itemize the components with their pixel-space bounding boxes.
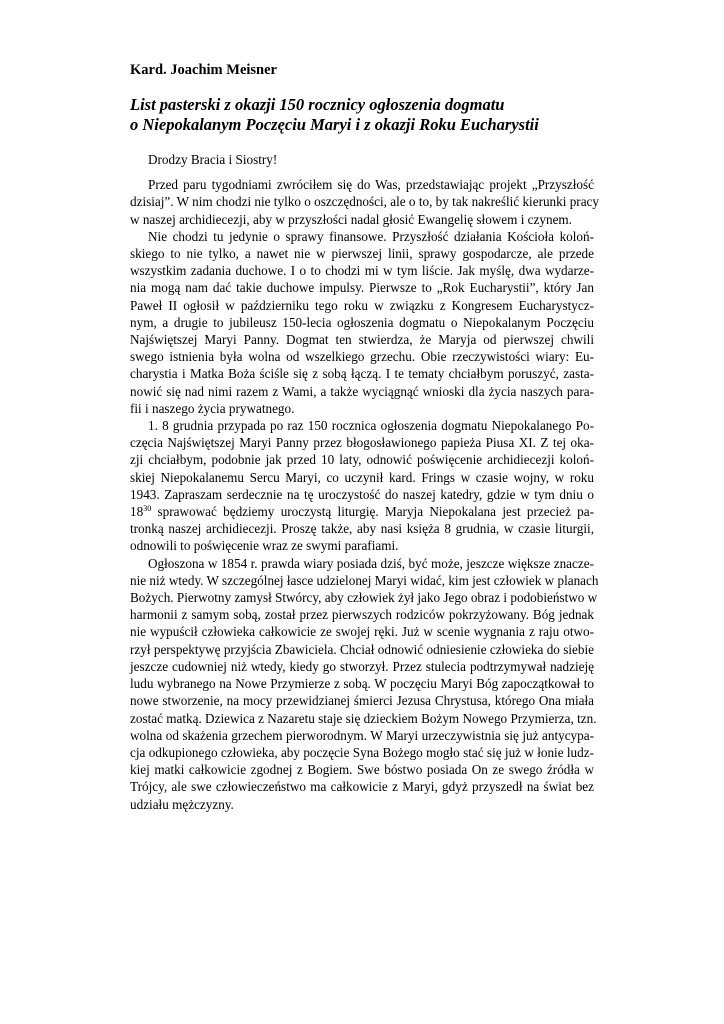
minutes-superscript: 30	[143, 504, 152, 514]
text-line: zostać matką. Dziewica z Nazaretu staje się dzieckiem Bożym Nowego Przymierza, tzn.	[130, 710, 597, 726]
paragraph	[130, 176, 599, 228]
text-line: dzisiaj”. W nim chodzi nie tylko o oszczędności, ale o to, by tak nakreślić kierunki pracy	[130, 194, 599, 210]
text-line: nowe stworzenie, na mocy przewidzianej śmierci Jezusa Chrystusa, którego Ona miała	[130, 693, 594, 709]
line-remainder: sprawować będziemy uroczystą liturgię. Maryja Niepokalana jest przecież pa-	[151, 504, 594, 520]
text-line: skiego to nie tylko, a nawet nie w pierwszej linii, sprawy gospodarcze, ale przede	[130, 246, 594, 262]
text-line: odnowili to poświęcenie wraz ze swymi parafiami.	[130, 538, 399, 554]
text-line: Nie chodzi tu jedynie o sprawy finansowe. Przyszłość działania Kościoła koloń-	[148, 228, 594, 244]
greeting: Drodzy Bracia i Siostry!	[148, 152, 278, 167]
text-line-with-superscript	[130, 503, 594, 520]
title-line: o Niepokalanym Poczęciu Maryi i z okazji Roku Eucharystii	[130, 115, 539, 134]
text-line: wolna od skażenia grzechem pierworodnym. W Maryi urzeczywistnia się już antycypa-	[130, 727, 594, 743]
text-line: nia mogą nam dać takie duchowe impulsy. Pierwsze to „Rok Eucharystii”, który Jan	[130, 280, 594, 296]
text-line: charystia i Matka Boża ściśle się z sobą łączą. I te tematy chciałbym poruszyć, zasta-	[130, 366, 594, 382]
text-line: cja odkupionego człowieka, aby poczęcie Syna Bożego mogło stać się już w łonie ludz-	[130, 744, 594, 760]
letter-body	[130, 151, 599, 813]
hour-text: 18	[130, 504, 144, 520]
text-line: Najświętszej Maryi Panny. Dogmat ten stwierdza, że Maryja od pierwszej chwili	[130, 332, 594, 348]
text-line: Trójcy, ale swe człowieczeństwo ma całkowicie z Maryi, gdyż przyszedł na świat bez	[130, 779, 594, 795]
text-line: 1943. Zapraszam serdecznie na tę uroczystość do naszej katedry, gdzie w tym dniu o	[130, 486, 594, 502]
text-line: Ogłoszona w 1854 r. prawda wiary posiada dziś, być może, jeszcze większe znacze-	[148, 555, 594, 571]
text-line: udziału mężczyzny.	[130, 796, 234, 812]
letter-title	[130, 95, 600, 135]
text-line: zji chciałbym, podobnie jak przed 10 laty, odnowić poświęcenie archidiecezji koloń-	[130, 452, 594, 468]
text-line: nowić się nad nimi razem z Wami, a także wyciągnąć wnioski dla życia naszych para-	[130, 383, 594, 399]
text-line: tronką naszej archidiecezji. Proszę także, aby nasi księża 8 grudnia, w czasie liturgii,	[130, 521, 594, 537]
author-name: Kard. Joachim Meisner	[130, 62, 277, 78]
text-line: Bożych. Pierwotny zamysł Stwórcy, aby człowiek żył jako Jego obraz i podobieństwo w	[130, 590, 598, 606]
text-line: rzył perspektywę przyjścia Zbawiciela. Chciał odnowić odniesienie człowieka do siebie	[130, 641, 594, 657]
paragraph	[130, 417, 594, 555]
text-line: jeszcze cudowniej niż wtedy, kiedy go stworzył. Przez stulecia podtrzymywał nadzieję	[130, 658, 594, 674]
text-line: nym, a drugie to jubileusz 150-lecia ogłoszenia dogmatu o Niepokalanym Poczęciu	[130, 314, 594, 330]
text-line: nie niż wtedy. W szczególnej łasce udzielonej Maryi widać, kim jest człowiek w planach	[130, 572, 599, 588]
paragraph	[130, 228, 594, 417]
text-line: częcia Najświętszej Maryi Panny przez błogosławionego papieża Piusa XI. Z tej oka-	[130, 435, 594, 451]
text-line: wszystkim zadania duchowe. I o to chodzi mi w tym liście. Jak myślę, dwa wydarze-	[130, 263, 594, 279]
text-line: w naszej archidiecezji, aby w przyszłości nadal głosić Ewangelię słowem i czynem.	[130, 211, 572, 227]
text-line: 1. 8 grudnia przypada po raz 150 rocznica ogłoszenia dogmatu Niepokalanego Po-	[148, 418, 594, 434]
text-line: Przed paru tygodniami zwróciłem się do Was, przedstawiając projekt „Przyszłość	[148, 177, 594, 193]
title-line: List pasterski z okazji 150 rocznicy ogłoszenia dogmatu	[130, 95, 505, 114]
text-line: skiej Niepokalanemu Sercu Maryi, co uczynił kard. Frings w czasie wojny, w roku	[130, 469, 594, 485]
paragraph	[130, 555, 599, 813]
text-line: ludu wybranego na Nowe Przymierze z sobą. W poczęciu Maryi Bóg zapoczątkował to	[130, 676, 594, 692]
text-line: nie wypuścił człowieka całkowicie ze swojej ręki. Już w scenie wygnania z raju otwo-	[130, 624, 594, 640]
text-line: Paweł II ogłosił w październiku tego roku w związku z Kongresem Eucharystycz-	[130, 297, 594, 313]
text-line: swego istnienia była wolna od wszelkiego grzechu. Obie rzeczywistości wiary: Eu-	[130, 349, 594, 365]
text-line: harmonii z samym sobą, został przez pierwszych rodziców pokrzyżowany. Bóg jednak	[130, 607, 594, 623]
text-line: fii i naszego życia prywatnego.	[130, 400, 295, 416]
text-line: kiej matki całkowicie zgodnej z Bogiem. Swe bóstwo posiada On ze swego źródła w	[130, 762, 594, 778]
